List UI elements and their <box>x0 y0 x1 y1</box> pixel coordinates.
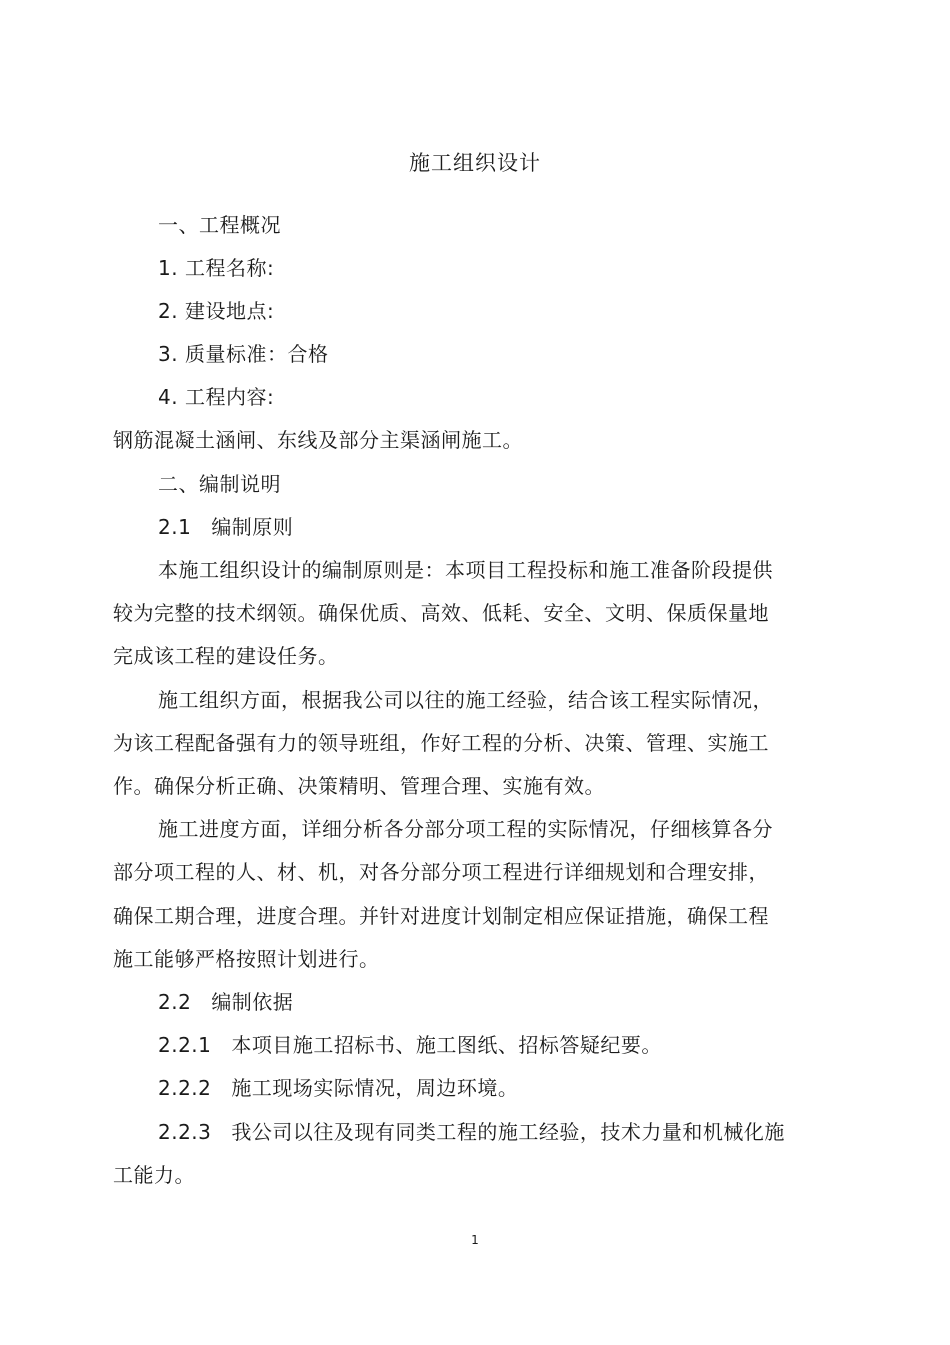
project-content-text: 钢筋混凝土涵闸、东线及部分主渠涵闸施工。 <box>113 428 523 452</box>
document-title: 施工组织设计 <box>409 151 541 175</box>
basis-item-number: 2.2.1 <box>158 1033 212 1057</box>
item-project-name: 1. 工程名称: <box>158 256 275 280</box>
basis-item-3 <box>158 1118 785 1146</box>
paragraph-line: 本施工组织设计的编制原则是：本项目工程投标和施工准备阶段提供 <box>158 558 773 582</box>
basis-item-text: 施工现场实际情况，周边环境。 <box>231 1076 519 1100</box>
paragraph-line: 部分项工程的人、材、机，对各分部分项工程进行详细规划和合理安排， <box>113 860 769 884</box>
paragraph-line: 确保工期合理，进度合理。并针对进度计划制定相应保证措施，确保工程 <box>113 904 769 928</box>
basis-item-number: 2.2.2 <box>158 1076 212 1100</box>
basis-item-number: 2.2.3 <box>158 1120 212 1144</box>
item-quality-standard: 3. 质量标准：合格 <box>158 342 329 366</box>
subsection-number: 2.2 <box>158 990 192 1014</box>
item-location: 2. 建设地点: <box>158 299 275 323</box>
basis-item-2 <box>158 1074 518 1102</box>
subsection-label: 编制依据 <box>211 990 294 1014</box>
subsection-number: 2.1 <box>158 515 192 539</box>
paragraph-line: 作。确保分析正确、决策精明、管理合理、实施有效。 <box>113 774 605 798</box>
paragraph-line: 较为完整的技术纲领。确保优质、高效、低耗、安全、文明、保质保量地 <box>113 601 769 625</box>
subsection-label: 编制原则 <box>211 515 294 539</box>
paragraph-line: 为该工程配备强有力的领导班组，作好工程的分析、决策、管理、实施工 <box>113 731 769 755</box>
page-number: 1 <box>471 1233 479 1247</box>
section-heading-overview: 一、工程概况 <box>158 213 281 237</box>
subsection-heading-principles <box>158 513 293 541</box>
paragraph-line: 施工进度方面，详细分析各分部分项工程的实际情况，仔细核算各分 <box>158 817 773 841</box>
basis-item-1 <box>158 1031 662 1059</box>
paragraph-line: 工能力。 <box>113 1163 195 1187</box>
section-heading-description: 二、编制说明 <box>158 472 281 496</box>
paragraph-line: 施工能够严格按照计划进行。 <box>113 947 380 971</box>
basis-item-text: 我公司以往及现有同类工程的施工经验，技术力量和机械化施 <box>231 1120 785 1144</box>
basis-item-text: 本项目施工招标书、施工图纸、招标答疑纪要。 <box>231 1033 662 1057</box>
item-project-content: 4. 工程内容: <box>158 385 275 409</box>
paragraph-line: 施工组织方面，根据我公司以往的施工经验，结合该工程实际情况， <box>158 688 773 712</box>
subsection-heading-basis <box>158 988 293 1016</box>
paragraph-line: 完成该工程的建设任务。 <box>113 644 339 668</box>
